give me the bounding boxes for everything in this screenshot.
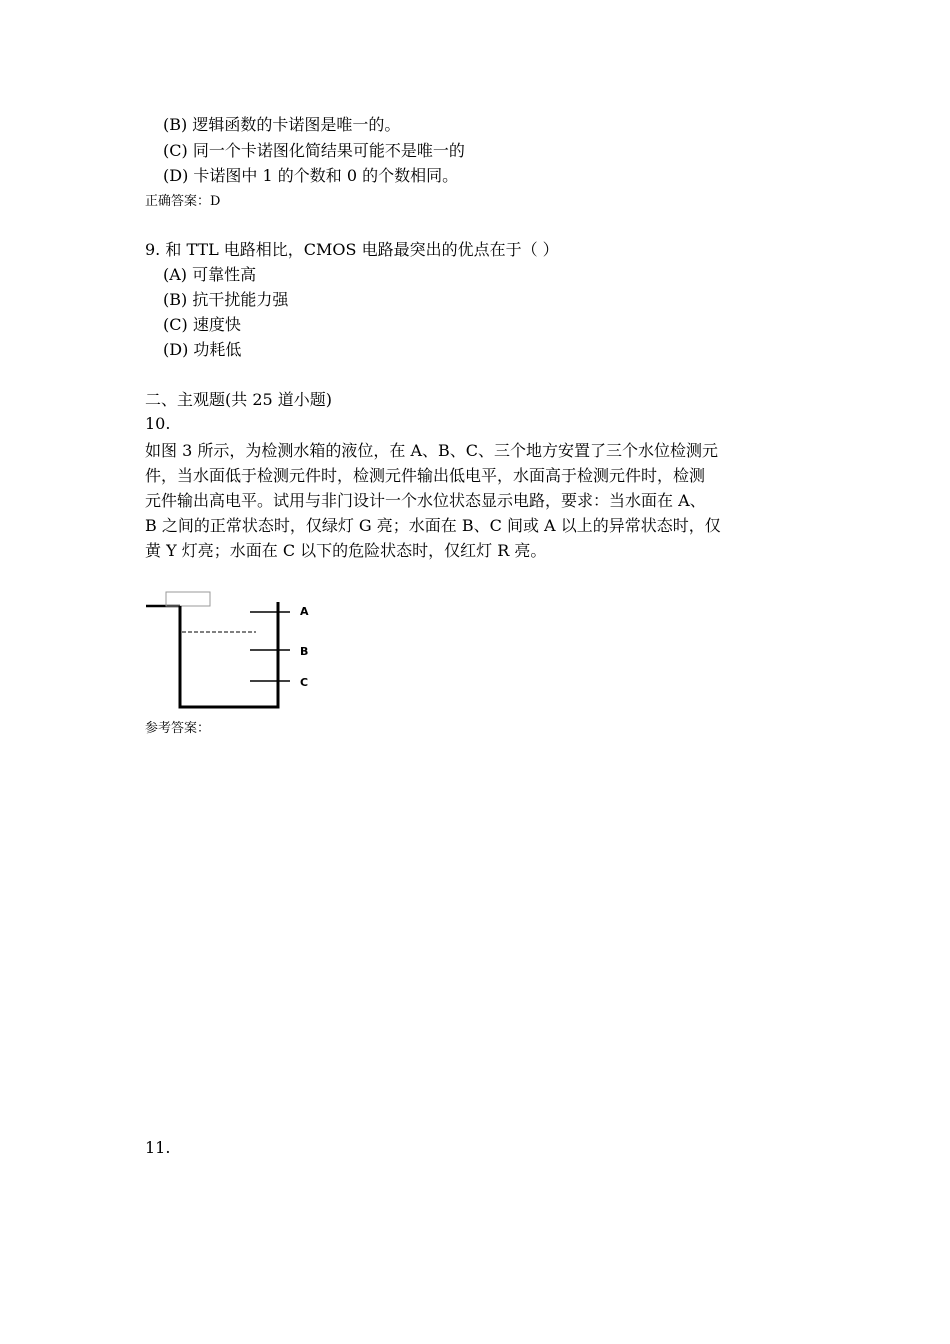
q11-number: 11.	[145, 1138, 171, 1157]
sensor-b-label: B	[300, 645, 309, 658]
q9-question: 9. 和 TTL 电路相比，CMOS 电路最突出的优点在于（ ）	[145, 240, 559, 259]
q8-option-c: (C) 同一个卡诺图化简结果可能不是唯一的	[163, 141, 465, 160]
q9-option-a: (A) 可靠性高	[163, 265, 257, 284]
water-tank-diagram	[144, 588, 324, 713]
q10-line: 黄 Y 灯亮；水面在 C 以下的危险状态时，仅红灯 R 亮。	[145, 541, 547, 560]
q10-question-body	[145, 438, 815, 563]
q8-option-b: (B) 逻辑函数的卡诺图是唯一的。	[163, 115, 401, 134]
q8-option-d: (D) 卡诺图中 1 的个数和 0 的个数相同。	[163, 166, 459, 185]
q10-reference-answer-label: 参考答案：	[145, 721, 211, 736]
inlet-pipe-outline	[166, 592, 210, 606]
q9-option-b: (B) 抗干扰能力强	[163, 290, 289, 309]
q10-line: 件，当水面低于检测元件时，检测元件输出低电平，水面高于检测元件时，检测	[145, 466, 706, 485]
q10-line: 元件输出高电平。试用与非门设计一个水位状态显示电路，要求：当水面在 A、	[145, 491, 706, 510]
q8-correct-answer: 正确答案：D	[145, 194, 221, 209]
sensor-a-label: A	[300, 605, 309, 618]
q9-option-d: (D) 功耗低	[163, 340, 242, 359]
q9-option-c: (C) 速度快	[163, 315, 241, 334]
sensor-c-label: C	[300, 676, 309, 689]
tank-walls	[180, 602, 278, 707]
q10-number: 10.	[145, 414, 171, 433]
q10-line: 如图 3 所示，为检测水箱的液位，在 A、B、C、三个地方安置了三个水位检测元	[145, 441, 718, 460]
q10-line: B 之间的正常状态时，仅绿灯 G 亮；水面在 B、C 间或 A 以上的异常状态时，仅	[145, 516, 721, 535]
section-heading: 二、主观题(共 25 道小题)	[145, 390, 333, 409]
